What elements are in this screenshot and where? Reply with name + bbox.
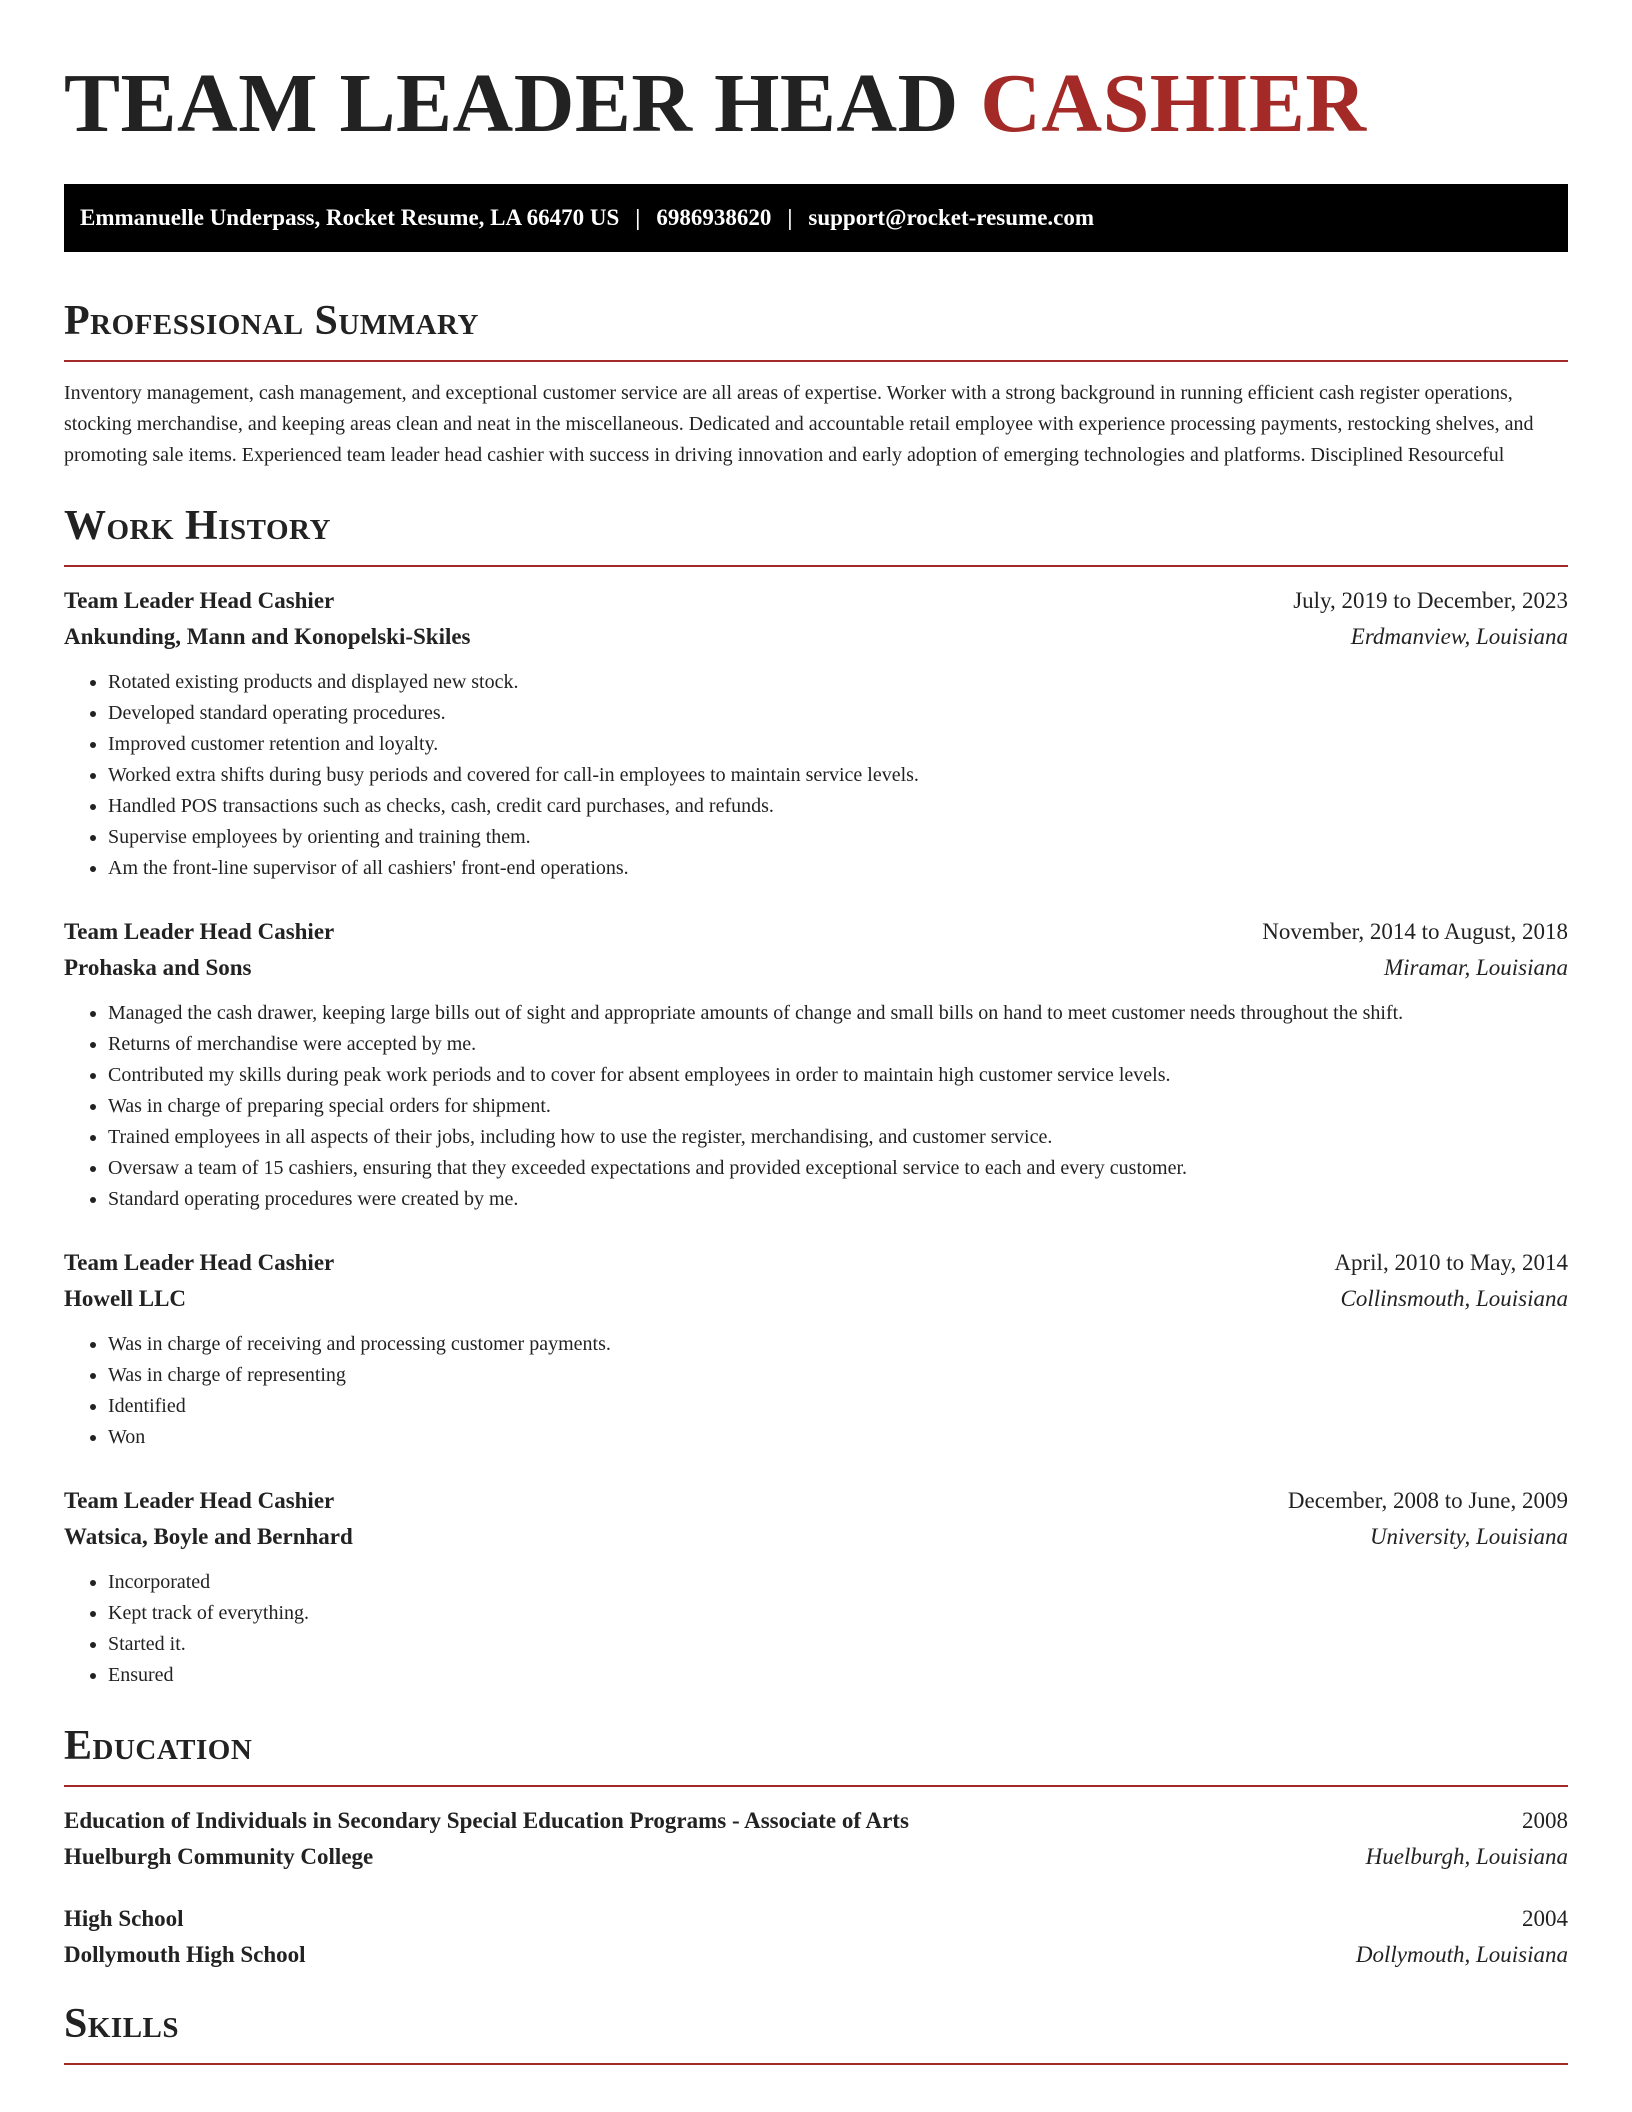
job-entry: [64, 1483, 1568, 1691]
job-bullet: • Was in charge of preparing special orders for shipment.: [108, 1091, 1568, 1122]
job-bullet: • Standard operating procedures were created by me.: [108, 1184, 1568, 1215]
job-bullet: • Handled POS transactions such as checks, cash, credit card purchases, and refunds.: [108, 791, 1568, 822]
job-title: Team Leader Head Cashier: [64, 1488, 335, 1513]
job-company-row: [64, 1281, 1568, 1317]
job-title: Team Leader Head Cashier: [64, 1250, 335, 1275]
title-main: TEAM LEADER HEAD: [64, 57, 959, 150]
job-header-row: [64, 914, 1568, 950]
edu-header-row: [64, 1901, 1568, 1937]
title-accent: CASHIER: [980, 57, 1367, 150]
job-bullet: • Am the front-line supervisor of all cashiers' front-end operations.: [108, 853, 1568, 884]
contact-separator: |: [635, 205, 641, 230]
job-bullet: • Kept track of everything.: [108, 1598, 1568, 1629]
edu-degree: High School: [64, 1906, 184, 1931]
edu-school: Dollymouth High School: [64, 1942, 306, 1967]
job-company: Watsica, Boyle and Bernhard: [64, 1524, 353, 1549]
job-bullet: • Was in charge of receiving and processing customer payments.: [108, 1329, 1568, 1360]
section-divider: [64, 2063, 1568, 2065]
edu-school-row: [64, 1839, 1568, 1875]
contact-phone: 6986938620: [656, 205, 772, 230]
job-bullet: • Started it.: [108, 1629, 1568, 1660]
section-divider: [64, 565, 1568, 567]
section-heading-work: Work History: [64, 503, 331, 549]
edu-school: Huelburgh Community College: [64, 1844, 374, 1869]
job-title: Team Leader Head Cashier: [64, 919, 335, 944]
edu-header-row: [64, 1803, 1568, 1839]
job-title: Team Leader Head Cashier: [64, 588, 335, 613]
job-company: Prohaska and Sons: [64, 955, 252, 980]
education-entry: [64, 1803, 1568, 1875]
job-header-row: [64, 583, 1568, 619]
job-entry: [64, 583, 1568, 884]
job-company: Howell LLC: [64, 1286, 187, 1311]
job-entry: [64, 914, 1568, 1215]
resume-title: [64, 56, 1568, 152]
job-bullets: [64, 1567, 1568, 1691]
section-divider: [64, 360, 1568, 362]
summary-section: [64, 296, 1568, 471]
job-company-row: [64, 1519, 1568, 1555]
edu-location: Huelburgh, Louisiana: [1365, 1844, 1568, 1869]
edu-year: 2004: [1522, 1906, 1568, 1931]
section-divider: [64, 1785, 1568, 1787]
job-bullet: • Improved customer retention and loyalty.: [108, 729, 1568, 760]
job-dates: April, 2010 to May, 2014: [1334, 1250, 1568, 1275]
job-bullet: • Trained employees in all aspects of their jobs, including how to use the register, merchandising, and customer service.: [108, 1122, 1568, 1153]
section-heading-skills: Skills: [64, 2001, 180, 2047]
job-bullet: • Won: [108, 1422, 1568, 1453]
job-dates: July, 2019 to December, 2023: [1293, 588, 1568, 613]
edu-school-row: [64, 1937, 1568, 1973]
job-entry: [64, 1245, 1568, 1453]
section-heading-summary: Professional Summary: [64, 298, 479, 344]
job-bullet: • Supervise employees by orienting and training them.: [108, 822, 1568, 853]
job-bullet: • Rotated existing products and displayed new stock.: [108, 667, 1568, 698]
job-location: University, Louisiana: [1369, 1524, 1568, 1549]
job-bullets: [64, 1329, 1568, 1453]
job-dates: December, 2008 to June, 2009: [1287, 1488, 1568, 1513]
job-bullet: • Contributed my skills during peak work periods and to cover for absent employees in order to maintain high customer service levels.: [108, 1060, 1568, 1091]
job-header-row: [64, 1245, 1568, 1281]
job-company-row: [64, 619, 1568, 655]
job-bullets: [64, 998, 1568, 1215]
job-location: Erdmanview, Louisiana: [1350, 624, 1568, 649]
job-bullet: • Oversaw a team of 15 cashiers, ensuring that they exceeded expectations and provided exceptional service to each and every customer.: [108, 1153, 1568, 1184]
job-location: Miramar, Louisiana: [1383, 955, 1568, 980]
job-company-row: [64, 950, 1568, 986]
job-bullet: • Returns of merchandise were accepted by me.: [108, 1029, 1568, 1060]
job-bullet: • Identified: [108, 1391, 1568, 1422]
job-header-row: [64, 1483, 1568, 1519]
education-section: [64, 1721, 1568, 1973]
job-bullets: [64, 667, 1568, 884]
job-bullet: • Managed the cash drawer, keeping large bills out of sight and appropriate amounts of change and small bills on hand to meet customer needs throughout the shift.: [108, 998, 1568, 1029]
job-company: Ankunding, Mann and Konopelski-Skiles: [64, 624, 471, 649]
job-bullet: • Ensured: [108, 1660, 1568, 1691]
job-location: Collinsmouth, Louisiana: [1340, 1286, 1568, 1311]
education-entry: [64, 1901, 1568, 1973]
section-heading-education: Education: [64, 1723, 253, 1769]
summary-text: Inventory management, cash management, and exceptional customer service are all areas of expertise. Worker with a strong background in running efficient cash register operations, stocking merchandise, and keeping areas clean and neat in the miscellaneous. Dedicated and accountable retail employee with experience processing payments, restocking shelves, and promoting sale items. Experienced team leader head cashier with success in driving innovation and early adoption of emerging technologies and platforms. Disciplined Resourceful: [64, 382, 1534, 466]
job-dates: November, 2014 to August, 2018: [1262, 919, 1568, 944]
contact-separator: |: [787, 205, 793, 230]
work-history-section: [64, 501, 1568, 1691]
contact-email: support@rocket-resume.com: [808, 205, 1095, 230]
job-bullet: • Was in charge of representing: [108, 1360, 1568, 1391]
job-bullet: • Worked extra shifts during busy periods and covered for call-in employees to maintain service levels.: [108, 760, 1568, 791]
job-list: [64, 583, 1568, 1691]
edu-year: 2008: [1522, 1808, 1568, 1833]
education-list: [64, 1803, 1568, 1973]
edu-location: Dollymouth, Louisiana: [1355, 1942, 1568, 1967]
contact-bar: [64, 184, 1568, 252]
skills-section: [64, 1999, 1568, 2065]
job-bullet: • Incorporated: [108, 1567, 1568, 1598]
job-bullet: • Developed standard operating procedures.: [108, 698, 1568, 729]
edu-degree: Education of Individuals in Secondary Special Education Programs - Associate of Arts: [64, 1808, 909, 1833]
contact-address: Emmanuelle Underpass, Rocket Resume, LA 66470 US: [80, 205, 620, 230]
